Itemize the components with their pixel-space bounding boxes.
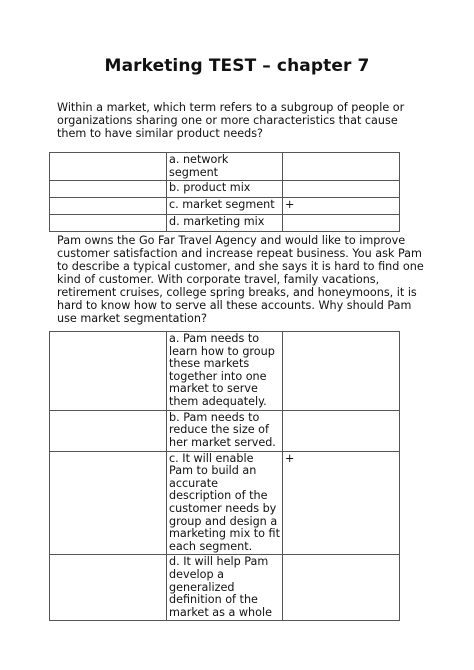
- option-row: [50, 153, 400, 181]
- option-row: [50, 555, 400, 621]
- question-2-text: Pam owns the Go Far Travel Agency and would like to improve customer satisfaction and increase repeat business. You ask Pam to describe a typical customer, and she says it is hard to find one kind of customer. With corporate travel, family vacations, retirement cruises, college spring breaks, and honeymoons, it is hard to know how to serve all these accounts. Why should Pam use market segmentation?: [57, 234, 424, 325]
- option-row: [50, 410, 400, 451]
- option-mark-cell: +: [283, 451, 400, 555]
- option-text-cell: d. It will help Pam develop a generalized definition of the market as a whole: [167, 555, 283, 621]
- option-text-cell: b. product mix: [167, 181, 283, 198]
- option-mark-cell: [283, 555, 400, 621]
- option-text-cell: c. market segment: [167, 198, 283, 215]
- question-1-options-table: [49, 152, 400, 232]
- question-1-text: Within a market, which term refers to a subgroup of people or organizations sharing one or more characteristics that cause them to have similar product needs?: [57, 101, 405, 140]
- option-text-cell: b. Pam needs to reduce the size of her market served.: [167, 410, 283, 451]
- option-row: [50, 181, 400, 198]
- option-text-cell: d. marketing mix: [167, 215, 283, 232]
- option-label-cell: [50, 198, 167, 215]
- option-mark-cell: [283, 332, 400, 411]
- option-row: [50, 215, 400, 232]
- option-text-cell: c. It will enable Pam to build an accurate description of the customer needs by group and design a marketing mix to fit each segment.: [167, 451, 283, 555]
- option-row: [50, 198, 400, 215]
- question-2-options-table: [49, 331, 400, 621]
- option-text-cell: a. Pam needs to learn how to group these markets together into one market to serve them adequately.: [167, 332, 283, 411]
- option-label-cell: [50, 153, 167, 181]
- page-title: Marketing TEST – chapter 7: [104, 56, 370, 76]
- option-label-cell: [50, 410, 167, 451]
- option-label-cell: [50, 215, 167, 232]
- option-row: [50, 332, 400, 411]
- option-label-cell: [50, 555, 167, 621]
- option-mark-cell: [283, 153, 400, 181]
- option-mark-cell: +: [283, 198, 400, 215]
- option-mark-cell: [283, 410, 400, 451]
- option-mark-cell: [283, 215, 400, 232]
- option-label-cell: [50, 451, 167, 555]
- option-label-cell: [50, 332, 167, 411]
- option-row: [50, 451, 400, 555]
- option-text-cell: a. network segment: [167, 153, 283, 181]
- option-label-cell: [50, 181, 167, 198]
- option-mark-cell: [283, 181, 400, 198]
